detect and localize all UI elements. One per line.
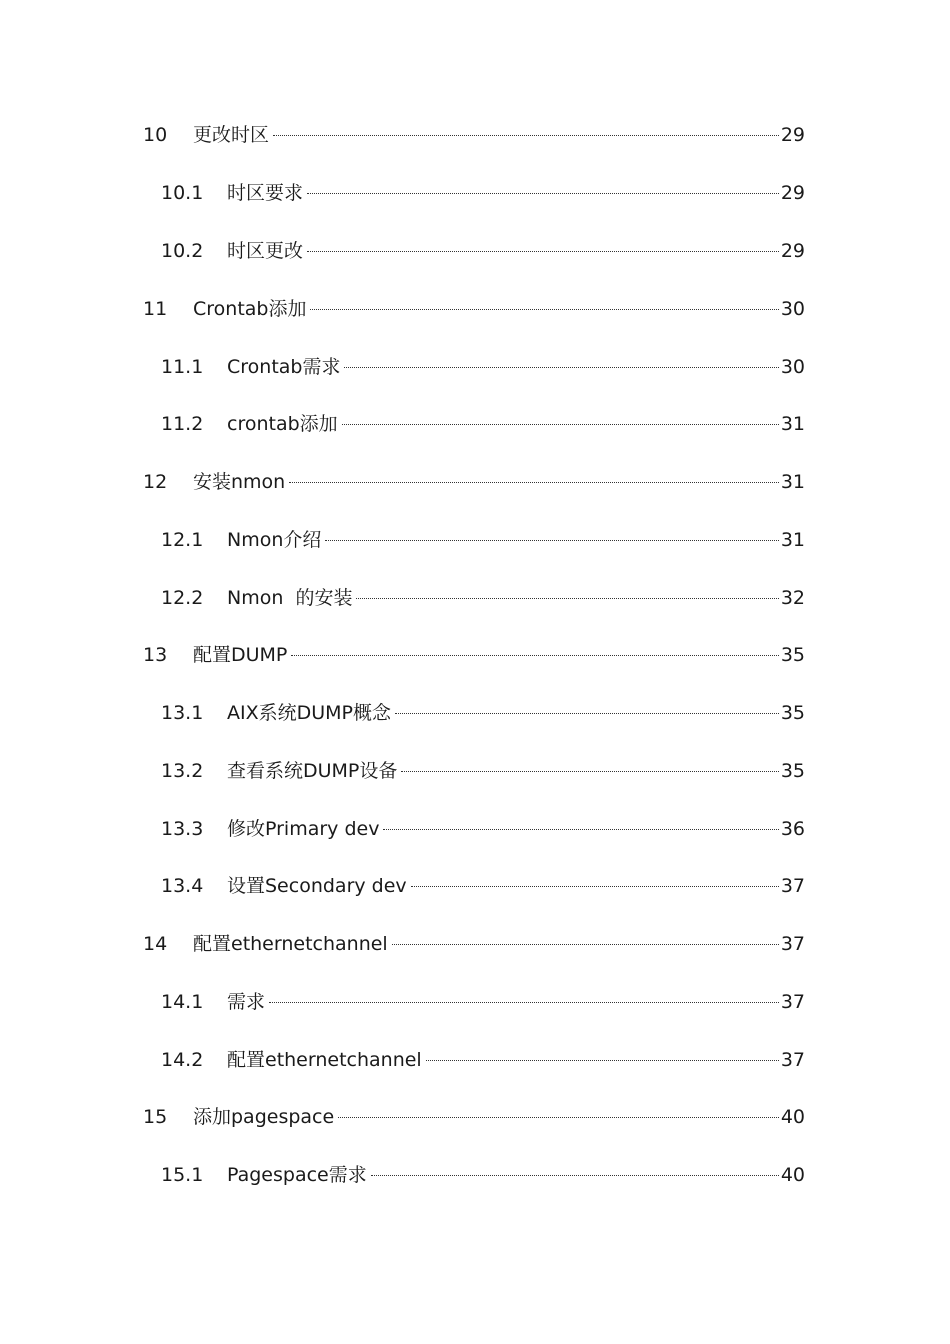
toc-entry-title: Pagespace需求 [227,1164,367,1186]
toc-entry-title: 时区更改 [227,240,304,262]
toc-entry[interactable] [0,352,950,382]
toc-entry[interactable] [0,698,950,728]
toc-entry[interactable] [0,525,950,555]
toc-entry-page: 35 [780,760,805,782]
toc-entry-number: 13.1 [161,702,204,724]
dot-leader [325,540,778,541]
toc-entry-page: 40 [780,1164,805,1186]
toc-entry[interactable] [0,871,950,901]
toc-entry[interactable] [0,120,950,150]
toc-entry-page: 31 [780,529,805,551]
toc-entry-page: 31 [780,471,805,493]
toc-entry-page: 35 [780,644,805,666]
toc-entry[interactable] [0,814,950,844]
toc-entry-title: Crontab需求 [227,356,341,378]
toc-entry-number: 10.2 [161,240,204,262]
toc-entry-page: 29 [780,182,805,204]
dot-leader [356,598,778,599]
toc-entry-title: crontab添加 [227,413,338,435]
dot-leader [344,367,778,368]
toc-entry-page: 37 [780,991,805,1013]
toc-entry-number: 10.1 [161,182,204,204]
dot-leader [383,829,778,830]
toc-entry-number: 11.1 [161,356,204,378]
dot-leader [291,655,778,656]
toc-entry-title: 更改时区 [193,124,270,146]
toc-entry[interactable] [0,178,950,208]
toc-entry-title: Nmon 的安装 [227,587,353,609]
toc-entry-page: 35 [780,702,805,724]
toc-entry-number: 14.2 [161,1049,204,1071]
toc-entry-title: 需求 [227,991,266,1013]
toc-entry-number: 13.3 [161,818,204,840]
dot-leader [310,309,778,310]
toc-entry-title: Crontab添加 [193,298,307,320]
dot-leader [401,771,778,772]
toc-entry-number: 14 [143,933,168,955]
toc-entry-page: 31 [780,413,805,435]
toc-entry[interactable] [0,1045,950,1075]
toc-entry-number: 15 [143,1106,168,1128]
toc-entry-number: 11 [143,298,168,320]
dot-leader [392,944,779,945]
toc-entry-number: 12 [143,471,168,493]
toc-entry-number: 12.2 [161,587,204,609]
toc-entry-number: 13.4 [161,875,204,897]
toc-entry-number: 15.1 [161,1164,204,1186]
dot-leader [338,1117,779,1118]
toc-entry-title: 添加pagespace [193,1106,335,1128]
toc-entry[interactable] [0,640,950,670]
dot-leader [289,482,779,483]
toc-entry-page: 40 [780,1106,805,1128]
dot-leader [426,1060,779,1061]
toc-entry[interactable] [0,929,950,959]
toc-entry[interactable] [0,1102,950,1132]
toc-entry-page: 37 [780,1049,805,1071]
toc-entry-number: 14.1 [161,991,204,1013]
dot-leader [342,424,779,425]
toc-entry[interactable] [0,467,950,497]
toc-entry-title: 配置ethernetchannel [193,933,388,955]
toc-entry-title: 安装nmon [193,471,286,493]
toc-entry-page: 30 [780,356,805,378]
toc-entry[interactable] [0,1160,950,1190]
dot-leader [307,251,779,252]
dot-leader [411,886,779,887]
toc-entry-number: 12.1 [161,529,204,551]
toc-entry-title: 设置Secondary dev [227,875,407,897]
toc-entry[interactable] [0,409,950,439]
dot-leader [269,1002,779,1003]
toc-entry-title: 时区要求 [227,182,304,204]
toc-entry-number: 13.2 [161,760,204,782]
toc-entry-page: 30 [780,298,805,320]
toc-entry-number: 10 [143,124,168,146]
toc-entry[interactable] [0,987,950,1017]
toc-entry-number: 13 [143,644,168,666]
toc-entry-page: 32 [780,587,805,609]
dot-leader [395,713,779,714]
toc-entry-page: 37 [780,875,805,897]
toc-entry-title: 配置ethernetchannel [227,1049,422,1071]
toc-entry[interactable] [0,236,950,266]
toc-entry-title: Nmon介绍 [227,529,322,551]
dot-leader [273,135,779,136]
toc-entry[interactable] [0,583,950,613]
toc-entry-number: 11.2 [161,413,204,435]
dot-leader [307,193,779,194]
toc-entry-page: 29 [780,124,805,146]
toc-entry-title: 修改Primary dev [227,818,380,840]
toc-entry-title: AIX系统DUMP概念 [227,702,392,724]
toc-entry[interactable] [0,294,950,324]
toc-entry-title: 配置DUMP [193,644,288,666]
toc-entry-title: 查看系统DUMP设备 [227,760,398,782]
toc-entry-page: 37 [780,933,805,955]
toc-entry-page: 29 [780,240,805,262]
toc-entry[interactable] [0,756,950,786]
toc-entry-page: 36 [780,818,805,840]
dot-leader [371,1175,779,1176]
